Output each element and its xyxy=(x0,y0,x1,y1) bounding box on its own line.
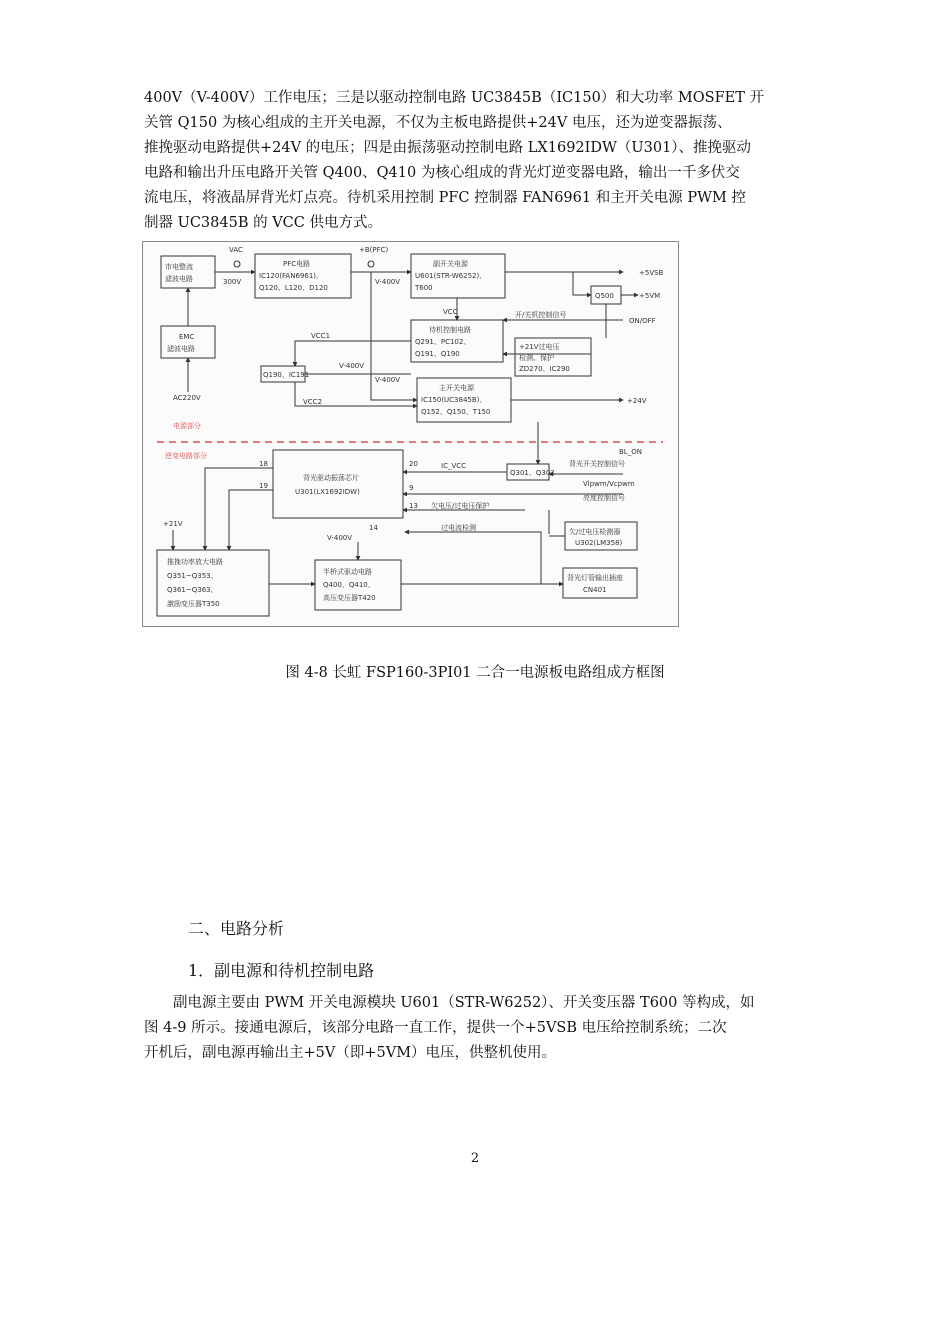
diagram-label: 背光驱动振荡芯片 xyxy=(303,474,359,482)
top-paragraph xyxy=(144,86,807,236)
block-diagram xyxy=(142,241,679,627)
diagram-label: Q301、Q302 xyxy=(510,469,555,477)
diagram-label: 背光灯管输出插座 xyxy=(567,574,623,582)
diagram-label: Q500 xyxy=(595,292,614,300)
diagram-svg xyxy=(143,242,678,626)
diagram-label: 逆变电路部分 xyxy=(165,452,207,460)
diagram-label: CN401 xyxy=(583,586,607,594)
text-line: 制器 UC3845B 的 VCC 供电方式。 xyxy=(144,215,382,231)
diagram-label: V-400V xyxy=(375,376,401,384)
diagram-label: 半桥式驱动电路 xyxy=(323,568,372,576)
diagram-label: Q400、Q410、 xyxy=(323,581,375,589)
diagram-label: 待机控制电路 xyxy=(429,326,471,334)
section-heading: 二、电路分析 xyxy=(188,919,285,938)
diagram-label: 推挽功率放大电路 xyxy=(167,558,223,566)
diagram-label: +B(PFC) xyxy=(359,246,389,254)
diagram-label: V-400V xyxy=(339,362,365,370)
diagram-label: 激励变压器T350 xyxy=(167,600,220,608)
diagram-label: VAC xyxy=(229,246,243,254)
diagram-label: Q120、L120、D120 xyxy=(259,284,328,292)
diagram-label: 高压变压器T420 xyxy=(323,594,376,602)
diagram-label: 20 xyxy=(409,460,418,468)
diagram-label: 300V xyxy=(223,278,242,286)
diagram-label: +5VM xyxy=(639,292,661,300)
diagram-label: 背光开关控制信号 xyxy=(569,460,625,468)
diagram-label: 19 xyxy=(259,482,268,490)
diagram-label: +5VSB xyxy=(639,269,664,277)
diagram-label: 欠/过电压检测器 xyxy=(569,528,621,536)
diagram-label: 滤波电路 xyxy=(167,345,195,353)
figure-caption: 图 4-8 长虹 FSP160-3PI01 二合一电源板电路组成方框图 xyxy=(285,665,665,681)
diagram-label: VCC2 xyxy=(303,398,323,406)
diagram-label: 检测、保护 xyxy=(519,354,554,362)
diagram-label: 过电流检测 xyxy=(441,524,476,532)
emc-block xyxy=(161,326,215,358)
diagram-label: +21V xyxy=(163,520,183,528)
text-line: 400V（V-400V）工作电压；三是以驱动控制电路 UC3845B（IC150）和大功率 MOSFET 开 xyxy=(144,90,765,106)
diagram-label: IC150(UC3845B)、 xyxy=(421,396,487,404)
text-line: 电路和输出升压电路开关管 Q400、Q410 为核心组成的背光灯逆变器电路，输出一千多伏交 xyxy=(144,165,740,181)
diagram-label: U301(LX1692IDW) xyxy=(295,488,360,496)
diagram-label: Q152、Q150、T150 xyxy=(421,408,491,416)
diagram-label: BL_ON xyxy=(619,448,642,456)
diagram-label: 9 xyxy=(409,484,414,492)
text-line: 图 4-9 所示。接通电源后，该部分电路一直工作，提供一个+5VSB 电压给控制系统；二次 xyxy=(144,1020,727,1036)
text-line: 开机后，副电源再输出主+5V（即+5VM）电压，供整机使用。 xyxy=(144,1045,557,1061)
diagram-label: VCC xyxy=(443,308,458,316)
diagram-label: 开/关机控制信号 xyxy=(515,311,567,319)
diagram-label: U302(LM358) xyxy=(575,539,623,547)
diagram-label: 电源部分 xyxy=(173,422,201,430)
diagram-label: 欠电压/过电压保护 xyxy=(431,502,490,510)
diagram-label: U601(STR-W6252)、 xyxy=(415,272,487,280)
diagram-label: Vlpwm/Vcpwm xyxy=(583,480,635,488)
text-line: 流电压，将液晶屏背光灯点亮。待机采用控制 PFC 控制器 FAN6961 和主开关电源 PWM 控 xyxy=(144,190,746,206)
diagram-label: VCC1 xyxy=(311,332,331,340)
diagram-label: 市电整流 xyxy=(165,263,193,271)
backlight-ic-block xyxy=(273,450,403,518)
diagram-label: ZD270、IC290 xyxy=(519,365,570,373)
diagram-label: 14 xyxy=(369,524,378,532)
diagram-label: Q191、Q190 xyxy=(415,350,460,358)
diagram-label: Q291、PC102、 xyxy=(415,338,471,346)
diagram-label: AC220V xyxy=(173,394,201,402)
diagram-label: Q190、IC191 xyxy=(263,371,310,379)
diagram-label: Q351~Q353、 xyxy=(167,572,218,580)
diagram-label: IC120(FAN6961)、 xyxy=(259,272,323,280)
diagram-label: PFC电路 xyxy=(283,260,311,268)
diagram-label: 亮度控制信号 xyxy=(583,494,625,502)
diagram-label: V-400V xyxy=(375,278,401,286)
page-number: 2 xyxy=(470,1151,480,1166)
diagram-label: 18 xyxy=(259,460,268,468)
diagram-label: 13 xyxy=(409,502,418,510)
text-line: 副电源主要由 PWM 开关电源模块 U601（STR-W6252）、开关变压器 T600 等构成，如 xyxy=(173,995,755,1011)
sub-heading: 1．副电源和待机控制电路 xyxy=(188,961,375,980)
diagram-label: EMC xyxy=(179,333,195,341)
diagram-label: 滤波电路 xyxy=(165,275,193,283)
diagram-label: V-400V xyxy=(327,534,353,542)
emi-filter-block xyxy=(161,256,215,288)
diagram-label: 副开关电源 xyxy=(433,260,468,268)
diagram-label: T600 xyxy=(415,284,433,292)
text-line: 关管 Q150 为核心组成的主开关电源，不仅为主板电路提供+24V 电压，还为逆变器振荡、 xyxy=(144,115,732,131)
diagram-label: +21V过电压 xyxy=(519,343,560,351)
diagram-label: Q361~Q363、 xyxy=(167,586,218,594)
diagram-label: 主开关电源 xyxy=(439,384,474,392)
diagram-label: IC_VCC xyxy=(441,462,467,470)
diagram-label: +24V xyxy=(627,397,647,405)
bottom-paragraph xyxy=(144,991,807,1066)
text-line: 推挽驱动电路提供+24V 的电压；四是由振荡驱动控制电路 LX1692IDW（U301）、推挽驱动 xyxy=(144,140,752,156)
diagram-label: ON/OFF xyxy=(629,317,656,325)
